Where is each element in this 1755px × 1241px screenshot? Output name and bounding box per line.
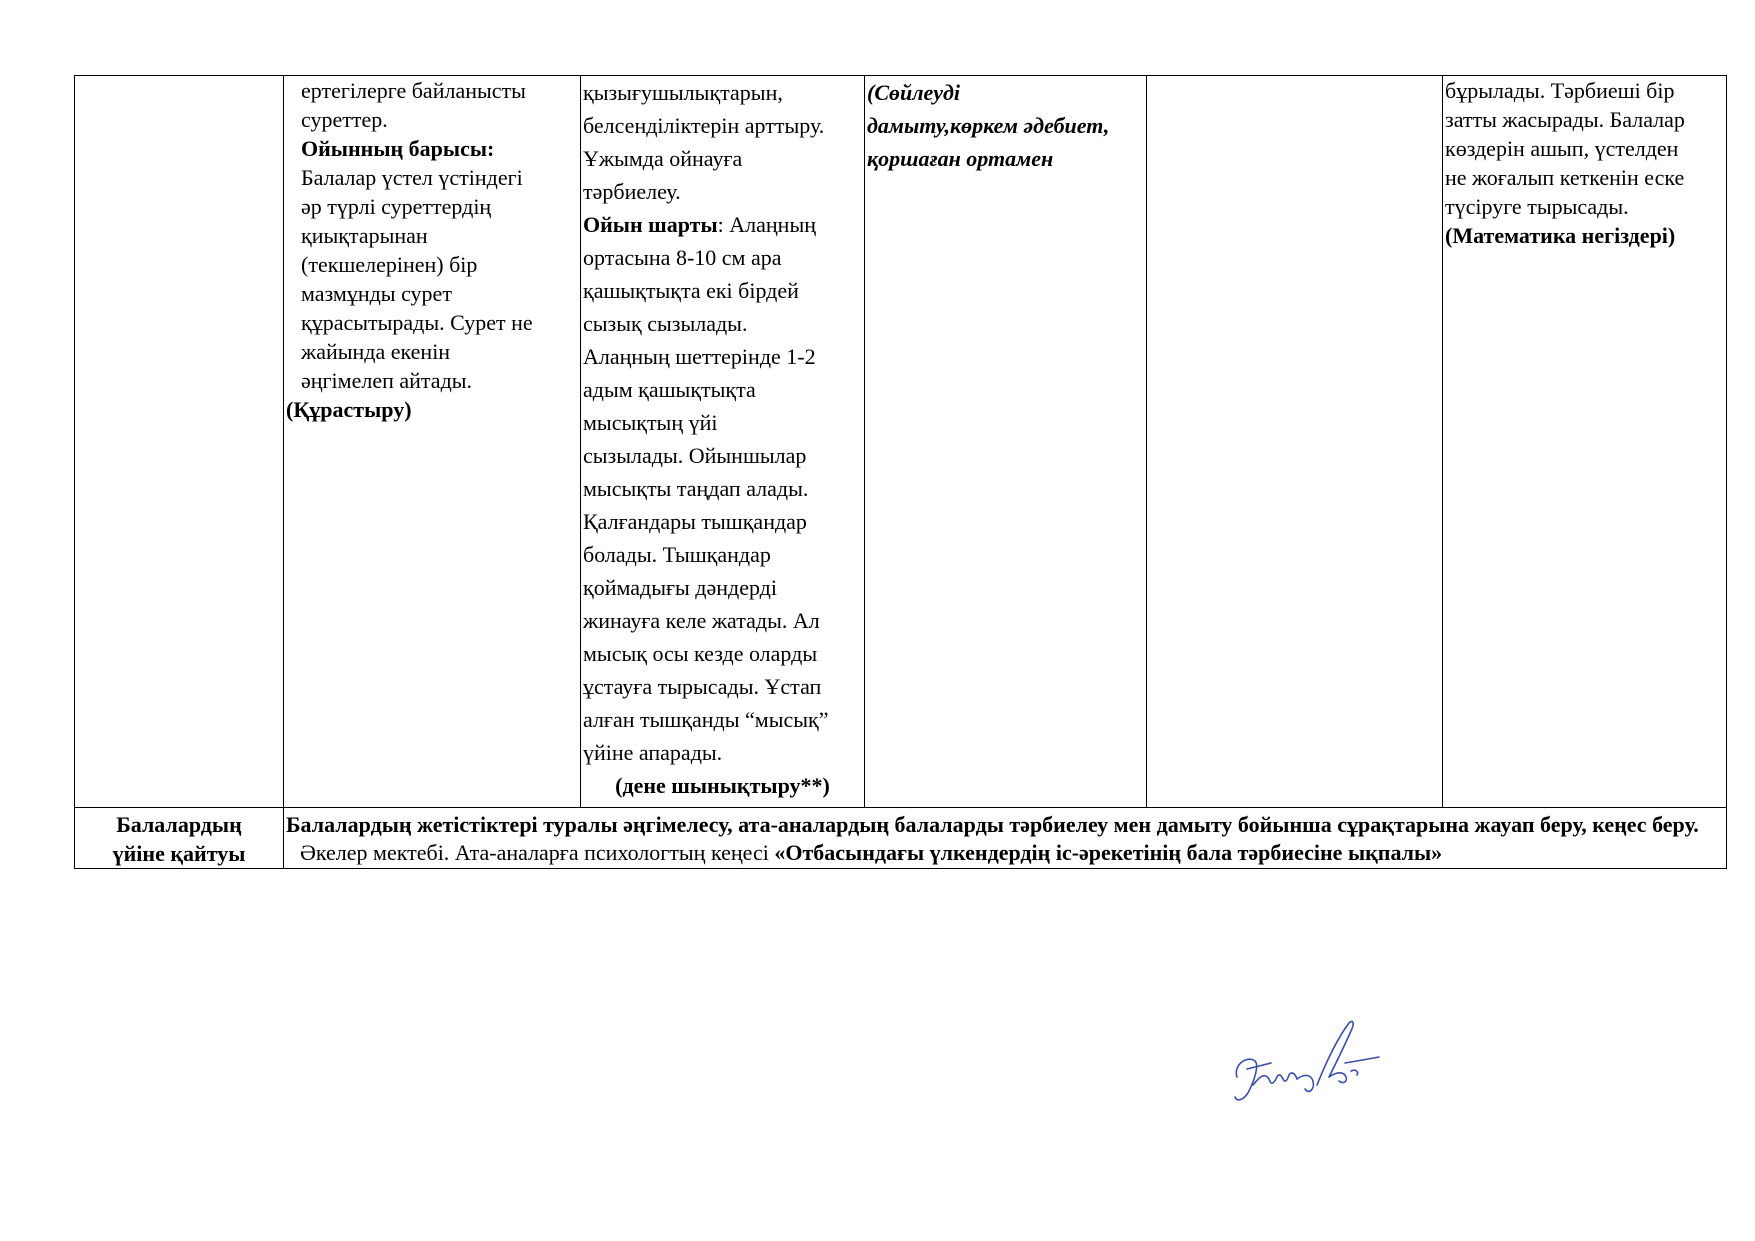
memory-area-label: (Математика негіздері) bbox=[1445, 223, 1676, 248]
outdoor-body-line: үйіне апарады. bbox=[583, 740, 723, 765]
outdoor-body-line: мысықтың үйі bbox=[583, 410, 718, 435]
integration-line: (Сөйлеуді bbox=[867, 80, 961, 105]
memory-game-line: бұрылады. Тәрбиеші бір bbox=[1445, 78, 1675, 103]
game-condition-label: Ойын шарты bbox=[583, 212, 718, 237]
game-area-label: (Құрастыру) bbox=[286, 397, 412, 422]
integration-line: қоршаған ортамен bbox=[867, 146, 1054, 171]
game-intro bbox=[286, 76, 578, 134]
outdoor-intro-line: қызығушылықтарын, bbox=[583, 80, 783, 105]
outdoor-body-line: ұстауға тырысады. Ұстап bbox=[583, 674, 822, 699]
outdoor-body-line: сызылады. Ойыншылар bbox=[583, 443, 807, 468]
integration-cell bbox=[865, 76, 1147, 808]
going-home-title-line: үйіне қайтуы bbox=[112, 841, 246, 866]
going-home-title-line: Балалардың bbox=[116, 812, 242, 837]
game-body-line: құрасытырады. Сурет не bbox=[301, 310, 533, 335]
game-condition-text: : Алаңның bbox=[717, 212, 817, 237]
game-condition-line bbox=[583, 208, 862, 241]
activity-row bbox=[75, 76, 1727, 808]
memory-game-cell bbox=[1443, 76, 1727, 808]
outdoor-intro-line: тәрбиелеу. bbox=[583, 179, 681, 204]
game-intro-line: ертегілерге байланысты bbox=[301, 78, 526, 103]
game-progress-body bbox=[286, 163, 578, 395]
game-body-line: жайында екенін bbox=[301, 339, 451, 364]
game-body-line: әр түрлі суреттердің bbox=[301, 194, 492, 219]
signature-image bbox=[1225, 1015, 1385, 1115]
outdoor-intro-line: белсенділіктерін арттыру. bbox=[583, 113, 825, 138]
game-intro-line: суреттер. bbox=[301, 107, 388, 132]
game-body-line: қиықтарынан bbox=[301, 223, 428, 248]
memory-game-line: көздерін ашып, үстелден bbox=[1445, 136, 1679, 161]
outdoor-body-line: ортасына 8-10 см ара bbox=[583, 245, 782, 270]
outdoor-body-line: мысықты таңдап алады. bbox=[583, 476, 809, 501]
outdoor-body-line: сызық сызылады. bbox=[583, 311, 748, 336]
game-progress-heading: Ойынның барысы: bbox=[301, 136, 495, 161]
outdoor-body-line: болады. Тышқандар bbox=[583, 542, 771, 567]
outdoor-intro-line: Ұжымда ойнауға bbox=[583, 146, 743, 171]
outdoor-body-line: алған тышқанды “мысық” bbox=[583, 707, 829, 732]
going-home-content-cell bbox=[284, 808, 1727, 869]
fathers-school-topic: «Отбасындағы үлкендердің іс-әрекетінің бала тәрбиесіне ықпалы» bbox=[774, 840, 1443, 865]
row-label-cell bbox=[75, 76, 284, 808]
going-home-label-cell bbox=[75, 808, 284, 869]
game-description-cell bbox=[284, 76, 581, 808]
outdoor-area-label: (дене шынықтыру**) bbox=[615, 773, 830, 798]
outdoor-body-line: қашықтықта екі бірдей bbox=[583, 278, 799, 303]
outdoor-body-line: адым қашықтықта bbox=[583, 377, 756, 402]
game-body-line: әңгімелеп айтады. bbox=[301, 368, 473, 393]
outdoor-body-line: Алаңның шеттерінде 1-2 bbox=[583, 344, 816, 369]
memory-game-line: затты жасырады. Балалар bbox=[1445, 107, 1685, 132]
memory-game-line: түсіруге тырысады. bbox=[1445, 194, 1629, 219]
fathers-school-prefix: Әкелер мектебі. Ата-аналарға психологтың кеңесі bbox=[300, 840, 775, 865]
plan-table bbox=[74, 75, 1727, 869]
game-body-line: Балалар үстел үстіндегі bbox=[301, 165, 523, 190]
empty-cell bbox=[1147, 76, 1443, 808]
fathers-school-note bbox=[284, 839, 1726, 867]
game-body-line: мазмұнды сурет bbox=[301, 281, 452, 306]
game-body-line: (текшелерінен) бір bbox=[301, 252, 478, 277]
outdoor-body-line: Қалғандары тышқандар bbox=[583, 509, 807, 534]
outdoor-game-cell bbox=[581, 76, 865, 808]
going-home-title bbox=[75, 808, 283, 868]
outdoor-body-line: мысық осы кезде оларды bbox=[583, 641, 818, 666]
going-home-row bbox=[75, 808, 1727, 869]
outdoor-body-line: қоймадығы дәндерді bbox=[583, 575, 777, 600]
outdoor-body-line: жинауға келе жатады. Ал bbox=[583, 608, 820, 633]
memory-game-line: не жоғалып кеткенін еске bbox=[1445, 165, 1685, 190]
going-home-main-text: Балалардың жетістіктері туралы әңгімелесу, ата-аналардың балаларды тәрбиелеу мен дамыту бойынша сұрақтарына жауап беру, кеңес беру. bbox=[286, 812, 1699, 837]
integration-line: дамыту,көркем әдебиет, bbox=[867, 113, 1110, 138]
